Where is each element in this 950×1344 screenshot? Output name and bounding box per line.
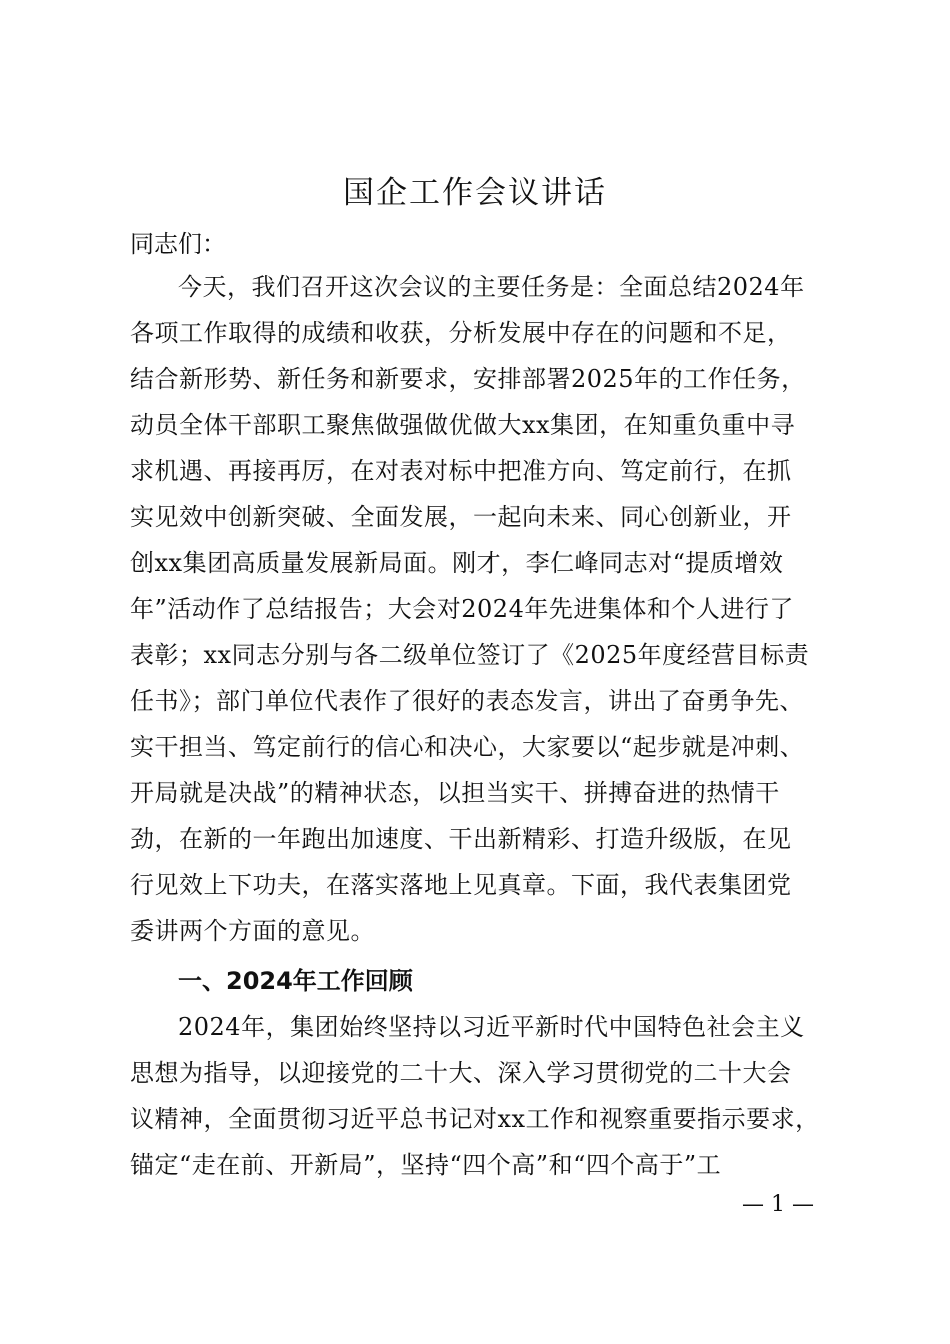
paragraph-line: 2024年，集团始终坚持以习近平新时代中国特色社会主义 [178, 1013, 805, 1041]
paragraph-line: 劲，在新的一年跑出加速度、干出新精彩、打造升级版，在见 [130, 825, 792, 853]
paragraph-line: 今天，我们召开这次会议的主要任务是：全面总结2024年 [178, 273, 805, 301]
paragraph-line: 求机遇、再接再厉，在对表对标中把准方向、笃定前行，在抓 [130, 457, 792, 485]
paragraph-line: 议精神，全面贯彻习近平总书记对xx工作和视察重要指示要求， [130, 1105, 820, 1133]
section-heading: 一、2024年工作回顾 [178, 967, 413, 995]
page-number: — 1 — [742, 1192, 814, 1217]
paragraph-line: 动员全体干部职工聚焦做强做优做大xx集团，在知重负重中寻 [130, 411, 796, 439]
paragraph-line: 任书》；部门单位代表作了很好的表态发言，讲出了奋勇争先、 [130, 687, 804, 715]
salutation: 同志们： [130, 230, 226, 258]
paragraph-line: 开局就是决战”的精神状态，以担当实干、拼搏奋进的热情干 [130, 779, 780, 807]
paragraph-line: 锚定“走在前、开新局”，坚持“四个高”和“四个高于”工 [130, 1151, 722, 1179]
paragraph-line: 思想为指导，以迎接党的二十大、深入学习贯彻党的二十大会 [130, 1059, 792, 1087]
paragraph-line: 委讲两个方面的意见。 [130, 917, 375, 945]
paragraph-intro [130, 264, 835, 954]
paragraph-line: 实干担当、笃定前行的信心和决心，大家要以“起步就是冲刺、 [130, 733, 805, 761]
paragraph-line: 各项工作取得的成绩和收获，分析发展中存在的问题和不足， [130, 319, 792, 347]
paragraph-line: 创xx集团高质量发展新局面。刚才，李仁峰同志对“提质增效 [130, 549, 784, 577]
paragraph-line: 实见效中创新突破、全面发展，一起向未来、同心创新业，开 [130, 503, 792, 531]
document-title: 国企工作会议讲话 [343, 175, 607, 211]
paragraph-line: 结合新形势、新任务和新要求，安排部署2025年的工作任务， [130, 365, 806, 393]
paragraph-line: 行见效上下功夫，在落实落地上见真章。下面，我代表集团党 [130, 871, 792, 899]
paragraph-review [130, 1004, 835, 1188]
paragraph-line: 表彰；xx同志分别与各二级单位签订了《2025年度经营目标责 [130, 641, 810, 669]
paragraph-line: 年”活动作了总结报告；大会对2024年先进集体和个人进行了 [130, 595, 794, 623]
